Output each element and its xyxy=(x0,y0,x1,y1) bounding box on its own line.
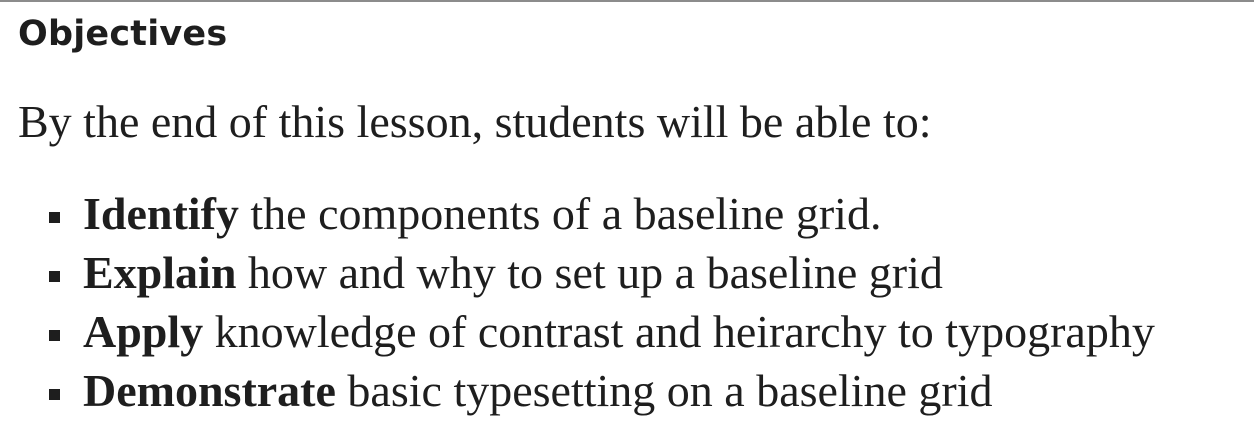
objectives-list xyxy=(0,184,1155,420)
objective-verb: Apply xyxy=(83,306,204,357)
objective-verb: Demonstrate xyxy=(83,365,336,416)
list-item xyxy=(0,184,1155,243)
objective-text: knowledge of contrast and heirarchy to typography xyxy=(203,306,1155,357)
list-item xyxy=(0,302,1155,361)
section-title: Objectives xyxy=(18,14,228,54)
list-item xyxy=(0,361,1155,420)
square-bullet-icon xyxy=(49,389,60,400)
top-divider xyxy=(0,0,1254,2)
square-bullet-icon xyxy=(49,330,60,341)
objective-text: how and why to set up a baseline grid xyxy=(236,247,943,298)
objective-verb: Explain xyxy=(83,247,237,298)
objective-text: the components of a baseline grid. xyxy=(238,188,882,239)
objective-text: basic typesetting on a baseline grid xyxy=(335,365,993,416)
list-item xyxy=(0,243,1155,302)
objective-verb: Identify xyxy=(83,188,239,239)
intro-paragraph: By the end of this lesson, students will be able to: xyxy=(18,96,932,147)
square-bullet-icon xyxy=(49,271,60,282)
square-bullet-icon xyxy=(49,212,60,223)
